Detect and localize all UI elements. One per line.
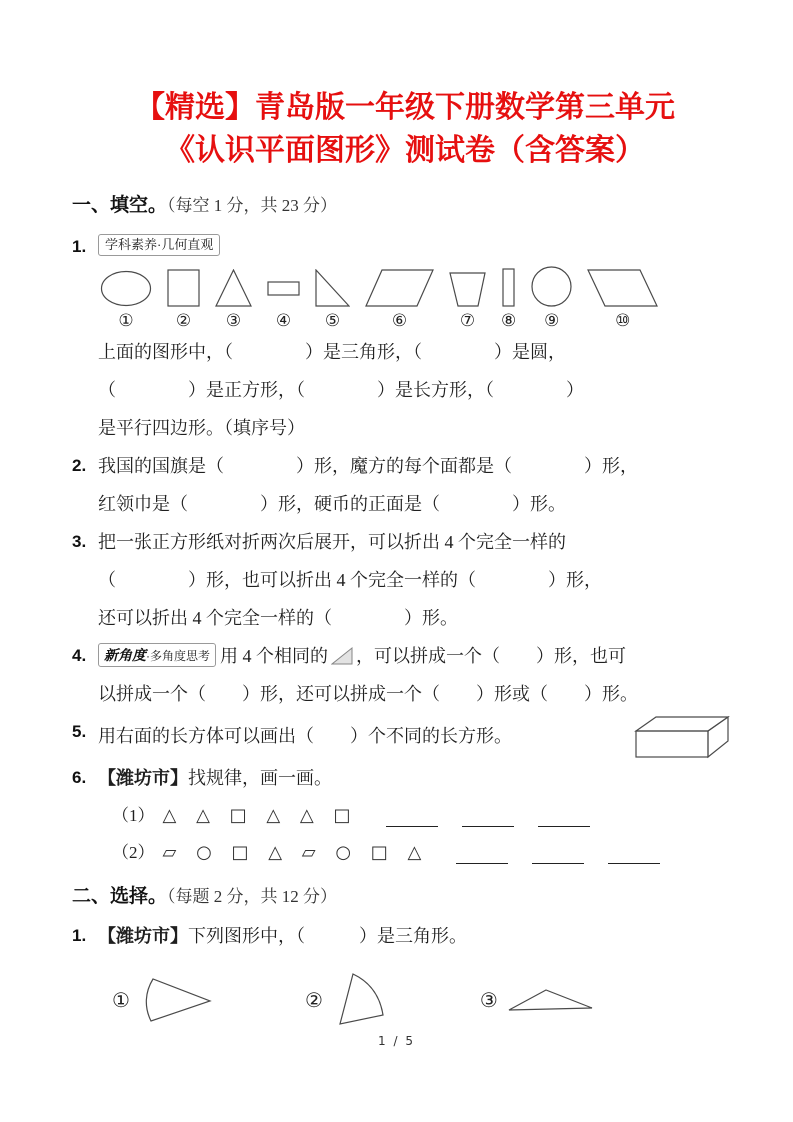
q1-shapes-row [100, 266, 738, 331]
shape-ellipse [100, 270, 152, 331]
q1-text-line3: 是平行四边形。（填序号） [98, 418, 305, 438]
q1-text-line1: 上面的图形中，（ ）是三角形，（ ）是圆， [98, 342, 566, 362]
fill-question-6 [72, 759, 738, 871]
section-fill-title: 一、填空。 [72, 195, 168, 216]
choice-q1-options [72, 971, 738, 1028]
shape-square [167, 269, 200, 331]
shape-label: ④ [275, 311, 292, 331]
paper-title [72, 86, 738, 172]
question-number: 5. [72, 722, 87, 741]
shape-rectangle [267, 281, 300, 331]
section-choice-heading [72, 883, 738, 911]
fill-question-1 [72, 228, 738, 447]
q3-text-line3: 还可以折出 4 个完全一样的（ ）形。 [98, 608, 458, 628]
question-number: 3. [72, 532, 87, 551]
page-number: 1 / 5 [378, 1034, 415, 1048]
fill-question-5 [72, 713, 738, 759]
q4-text-line2: 以拼成一个（ ）形，还可以拼成一个（ ）形或（ ）形。 [98, 684, 638, 704]
q2-text-line2: 红领巾是（ ）形，硬币的正面是（ ）形。 [98, 494, 566, 514]
shape-label: ⑩ [615, 311, 631, 331]
answer-blank [538, 804, 590, 827]
question-number: 6. [72, 768, 87, 787]
q6-text: 【潍坊市】找规律，画一画。 [98, 768, 332, 788]
fill-question-4 [72, 637, 738, 713]
q3-text-line2: （ ）形，也可以折出 4 个完全一样的（ ）形， [98, 570, 602, 590]
city-tag: 【潍坊市】 [98, 768, 188, 788]
fill-question-2 [72, 447, 738, 523]
competency-badge: 学科素养·几何直观 [98, 234, 220, 256]
shape-label: ② [175, 311, 192, 331]
q3-text-line1: 把一张正方形纸对折两次后展开，可以折出 4 个完全一样的 [98, 532, 566, 552]
obtuse-triangle-shape [507, 987, 595, 1013]
pattern-row-1: （1） △ △ □ △ △ □ [98, 797, 738, 834]
question-number: 1. [72, 237, 87, 256]
q2-text-line1: 我国的国旗是（ ）形，魔方的每个面都是（ ）形， [98, 456, 638, 476]
answer-blank [608, 841, 660, 864]
option-2: ② [305, 971, 388, 1028]
question-number: 1. [72, 926, 87, 945]
shape-label: ③ [225, 311, 242, 331]
q4-text-line1: 新角度·多角度思考 用 4 个相同的 ，可以拼成一个（ ）形，也可 [98, 637, 738, 675]
section-choice-title: 二、选择。 [72, 886, 168, 907]
answer-blank [386, 804, 438, 827]
city-tag: 【潍坊市】 [98, 926, 188, 946]
shape-circle [531, 266, 572, 331]
curved-left-edge-shape [139, 976, 213, 1024]
pattern-sequence-2: ▱ ○ □ △ ▱ ○ □ △ [162, 842, 429, 863]
small-right-triangle-icon [331, 646, 353, 665]
option-1: ① [112, 976, 213, 1024]
section-choice-note: （每题 2 分，共 12 分） [167, 887, 338, 906]
shape-right-triangle [315, 269, 350, 331]
shape-label: ⑦ [459, 311, 476, 331]
pattern-row-2: （2） ▱ ○ □ △ ▱ ○ □ △ [98, 834, 738, 871]
new-angle-badge: 新角度·多角度思考 [98, 643, 216, 667]
shape-label: ① [118, 311, 134, 331]
answer-blank [462, 804, 514, 827]
choice-q1-text: 【潍坊市】下列图形中，（ ）是三角形。 [98, 926, 467, 946]
section-fill-note: （每空 1 分，共 23 分） [167, 196, 338, 215]
q5-text: 用右面的长方体可以画出（ ）个不同的长方形。 [98, 726, 512, 746]
shape-trapezoid [449, 272, 486, 331]
fill-question-3 [72, 523, 738, 637]
shape-label: ⑧ [501, 311, 517, 331]
answer-blank [456, 841, 508, 864]
choice-question-1 [72, 917, 738, 955]
question-number: 4. [72, 646, 87, 665]
shape-triangle [215, 269, 252, 331]
curved-right-edge-shape [332, 971, 388, 1028]
shape-parallelogram-left [587, 269, 658, 331]
shape-label: ⑤ [324, 311, 341, 331]
option-3: ③ [480, 987, 595, 1013]
paper-title-line1: 【精选】青岛版一年级下册数学第三单元 [135, 91, 675, 124]
answer-blank [532, 841, 584, 864]
q1-text-line2: （ ）是正方形，（ ）是长方形，（ ） [98, 380, 584, 400]
section-fill-heading [72, 192, 738, 220]
cuboid-figure [632, 713, 732, 759]
pattern-sequence-1: △ △ □ △ △ □ [162, 805, 358, 826]
shape-label: ⑥ [391, 311, 408, 331]
question-number: 2. [72, 456, 87, 475]
shape-thin-rectangle [501, 268, 516, 331]
shape-parallelogram [365, 269, 434, 331]
shape-label: ⑨ [544, 311, 560, 331]
paper-title-line2: 《认识平面图形》测试卷（含答案） [165, 134, 645, 167]
